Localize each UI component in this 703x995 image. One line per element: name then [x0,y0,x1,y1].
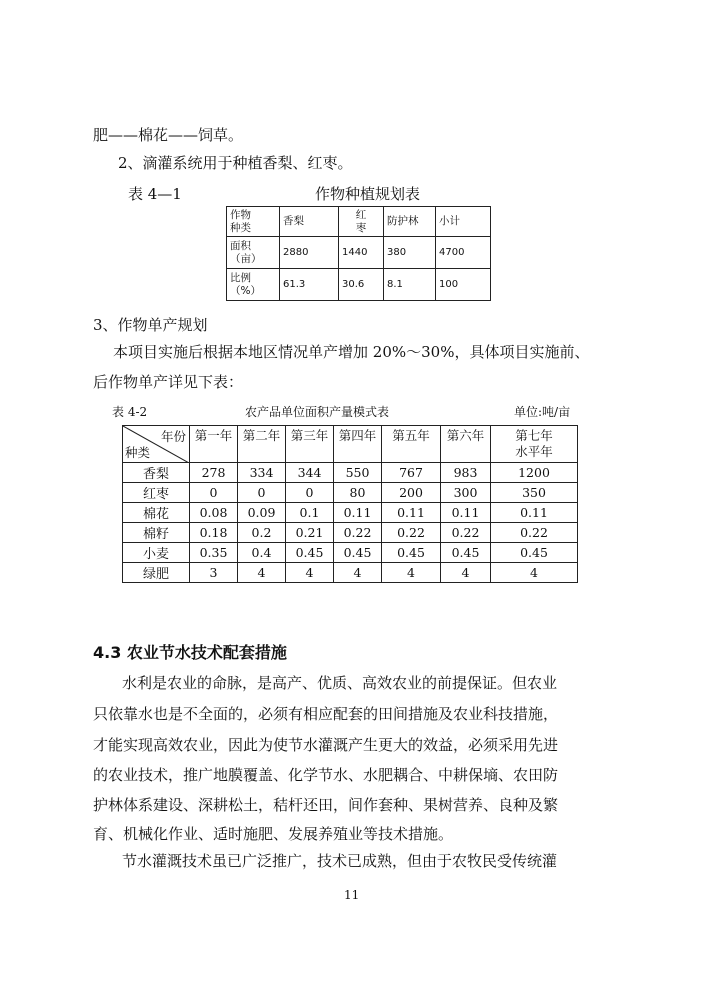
t2-year-header: 第七年 水平年 [491,426,578,463]
t1-cell: 4700 [436,237,491,269]
t1-cell: 2880 [280,237,339,269]
t2-cell: 80 [334,483,382,503]
t1-cell: 8.1 [384,269,436,301]
t2-cell: 0.45 [491,543,578,563]
para2-line: 水利是农业的命脉，是高产、优质、高效农业的前提保证。但农业 [122,674,558,692]
para2-line: 护林体系建设、深耕松土，秸杆还田，间作套种、果树营养、良种及繁 [93,796,559,814]
t2-cell: 0 [238,483,286,503]
table1-label: 表 4—1 [128,185,182,203]
t1-cell: 1440 [339,237,384,269]
t1-header-cell: 红 枣 [339,207,384,237]
t2-cell: 0.11 [382,503,441,523]
t2-year-header: 第二年 [238,426,286,463]
t2-cell: 983 [441,463,491,483]
t2-cell: 0.22 [441,523,491,543]
t2-cell: 0.35 [190,543,238,563]
crop-yield-table [122,425,578,583]
t2-cell: 4 [286,563,334,583]
t2-cell: 300 [441,483,491,503]
intro-line: 肥——棉花——饲草。 [93,126,244,144]
t2-cell: 1200 [491,463,578,483]
t1-row-label: 比例 （%） [227,269,280,301]
t2-cell: 0.18 [190,523,238,543]
t2-corner-top: 年份 [160,429,186,444]
table2-title: 农产品单位面积产量模式表 [245,405,390,419]
para2-line: 才能实现高效农业，因此为使节水灌溉产生更大的效益，必须采用先进 [93,736,559,754]
crop-planting-table [226,206,491,301]
t1-row-label: 面积 （亩） [227,237,280,269]
table2-label: 表 4-2 [112,405,148,419]
t2-cell: 334 [238,463,286,483]
para2-line: 的农业技术，推广地膜覆盖、化学节水、水肥耦合、中耕保墒、农田防 [93,766,559,784]
t2-cell: 550 [334,463,382,483]
t2-cell: 0 [286,483,334,503]
t2-cell: 4 [238,563,286,583]
t2-cell: 278 [190,463,238,483]
t2-year-header: 第五年 [382,426,441,463]
t2-year-header: 第四年 [334,426,382,463]
t2-cell: 0.11 [491,503,578,523]
t2-cell: 4 [382,563,441,583]
t2-year-header: 第六年 [441,426,491,463]
t2-row-label: 棉花 [123,503,190,523]
t2-cell: 0.11 [334,503,382,523]
t1-cell: 30.6 [339,269,384,301]
t2-cell: 0 [190,483,238,503]
t2-year-header: 第一年 [190,426,238,463]
t2-cell: 0.21 [286,523,334,543]
t2-cell: 0.45 [286,543,334,563]
para2-line: 育、机械化作业、适时施肥、发展养殖业等技术措施。 [93,825,454,843]
t2-cell: 0.45 [382,543,441,563]
item-3: 3、作物单产规划 [93,316,208,334]
t2-cell: 0.45 [441,543,491,563]
t2-corner-cell [123,426,190,463]
para3-line: 节水灌溉技术虽已广泛推广，技术已成熟，但由于农牧民受传统灌 [122,852,558,870]
para2-line: 只依靠水也是不全面的，必须有相应配套的田间措施及农业科技措施， [93,705,559,723]
t2-corner-bottom: 种类 [125,445,151,460]
page-number: 11 [344,888,360,902]
t2-cell: 0.22 [382,523,441,543]
t2-row-label: 红枣 [123,483,190,503]
t2-cell: 0.09 [238,503,286,523]
t1-header-cell: 香梨 [280,207,339,237]
t2-cell: 4 [334,563,382,583]
t2-cell: 0.08 [190,503,238,523]
t2-cell: 3 [190,563,238,583]
t2-row-label: 香梨 [123,463,190,483]
t1-header-cell: 作物 种类 [227,207,280,237]
t2-cell: 0.11 [441,503,491,523]
t2-cell: 0.22 [334,523,382,543]
item-2: 2、滴灌系统用于种植香梨、红枣。 [118,154,353,172]
t2-cell: 4 [441,563,491,583]
t2-cell: 200 [382,483,441,503]
table1-title: 作物种植规划表 [315,185,421,203]
t2-row-label: 绿肥 [123,563,190,583]
t2-cell: 0.1 [286,503,334,523]
t2-cell: 4 [491,563,578,583]
t2-row-label: 小麦 [123,543,190,563]
t1-cell: 61.3 [280,269,339,301]
t2-year-header: 第三年 [286,426,334,463]
t1-cell: 100 [436,269,491,301]
t2-cell: 0.2 [238,523,286,543]
t2-cell: 0.22 [491,523,578,543]
t1-cell: 380 [384,237,436,269]
para1-line2: 后作物单产详见下表： [93,373,244,391]
t2-row-label: 棉籽 [123,523,190,543]
t2-cell: 344 [286,463,334,483]
t1-header-cell: 防护林 [384,207,436,237]
table2-unit: 单位:吨/亩 [514,405,571,419]
t2-cell: 0.45 [334,543,382,563]
para1-line1: 本项目实施后根据本地区情况单产增加 20%～30%，具体项目实施前、 [113,343,590,361]
t2-cell: 0.4 [238,543,286,563]
t1-header-cell: 小计 [436,207,491,237]
t2-cell: 767 [382,463,441,483]
section-heading: 4.3 农业节水技术配套措施 [93,643,287,662]
t2-cell: 350 [491,483,578,503]
